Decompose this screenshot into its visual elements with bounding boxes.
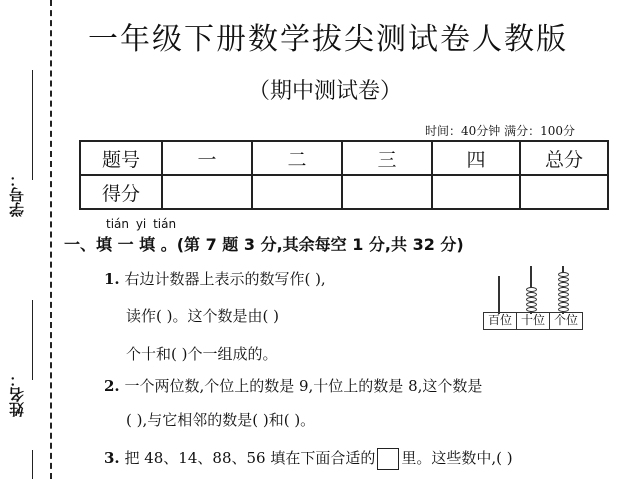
table-cell: 二: [252, 141, 342, 175]
abacus-bead: [558, 282, 569, 287]
score-input-cell[interactable]: [252, 175, 342, 209]
question-text: 一个两位数,个位上的数是 9,十位上的数是 8,这个数是: [124, 377, 483, 395]
abacus-bead: [558, 292, 569, 297]
abacus-base: [483, 312, 583, 330]
table-cell: 四: [432, 141, 520, 175]
question-1-line-3: 个十和( )个一组成的。: [126, 345, 278, 363]
student-no-label: 学号：: [8, 172, 26, 217]
name-write-line: [32, 300, 33, 380]
time-score-info: 时间：40分钟 满分：100分: [425, 124, 575, 138]
answer-box[interactable]: [377, 448, 399, 470]
abacus-figure: [483, 264, 583, 334]
abacus-bead: [558, 307, 569, 312]
question-1-line-1: [104, 268, 326, 289]
abacus-bead: [558, 297, 569, 302]
abacus-bead: [558, 272, 569, 277]
table-cell: 得分: [80, 175, 162, 209]
abacus-bead: [558, 302, 569, 307]
abacus-bead: [526, 307, 537, 312]
question-number: 3.: [104, 449, 120, 467]
class-write-line: [32, 450, 33, 479]
abacus-label-ones: 个位: [553, 313, 578, 327]
binding-dashed-line: [50, 0, 52, 479]
question-1-line-2: 读作( )。这个数是由( ): [126, 307, 279, 325]
question-number: 1.: [104, 270, 120, 288]
score-input-cell[interactable]: [432, 175, 520, 209]
abacus-label-tens: 十位: [517, 313, 550, 329]
table-cell: 题号: [80, 141, 162, 175]
table-cell: 三: [342, 141, 432, 175]
question-number: 2.: [104, 377, 120, 395]
question-text: 右边计数器上表示的数写作( ),: [124, 270, 326, 288]
section-pinyin: tián yi tián: [106, 217, 177, 231]
score-input-cell[interactable]: [162, 175, 252, 209]
page-subtitle: （期中测试卷）: [248, 79, 403, 104]
abacus-bead: [526, 287, 537, 292]
table-row: [80, 141, 608, 175]
abacus-bead: [558, 277, 569, 282]
page-title: 一年级下册数学拔尖测试卷人教版: [88, 22, 568, 57]
question-2-line-1: [104, 375, 482, 396]
question-text: 把 48、14、88、56 填在下面合适的: [124, 449, 376, 467]
abacus-rod: [498, 276, 500, 314]
abacus-bead: [526, 302, 537, 307]
name-label: 姓名：: [8, 372, 26, 417]
question-2-line-2: ( ),与它相邻的数是( )和( )。: [126, 411, 316, 429]
abacus-bead: [526, 297, 537, 302]
table-cell: 总分: [520, 141, 608, 175]
section-heading: 一、填 一 填 。(第 7 题 3 分,其余每空 1 分,共 32 分): [64, 235, 464, 254]
abacus-bead: [558, 287, 569, 292]
table-cell: 一: [162, 141, 252, 175]
score-input-cell[interactable]: [520, 175, 608, 209]
abacus-bead: [526, 292, 537, 297]
abacus-label-hundreds: 百位: [484, 313, 517, 329]
score-input-cell[interactable]: [342, 175, 432, 209]
student-no-write-line: [32, 70, 33, 180]
question-text: 里。这些数中,( ): [401, 449, 513, 467]
question-3-line-1: [104, 447, 513, 470]
table-row: [80, 175, 608, 209]
score-table: [79, 140, 609, 210]
